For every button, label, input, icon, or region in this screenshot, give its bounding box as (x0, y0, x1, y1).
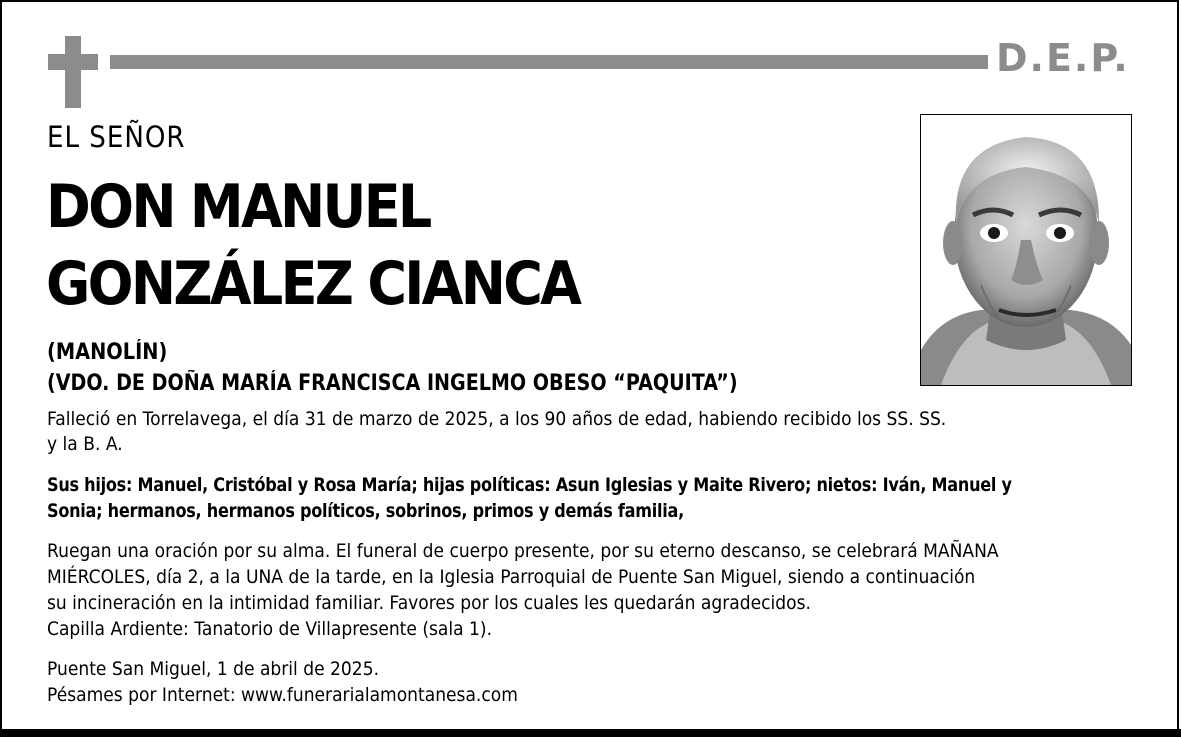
portrait-image (921, 115, 1131, 385)
bottom-border-bar (0, 729, 1181, 737)
dep-label: D.E.P. (996, 36, 1130, 80)
death-line-1: Falleció en Torrelavega, el día 31 de marzo de 2025, a los 90 años de edad, habiendo recibido los SS. SS. (47, 408, 947, 430)
funeral-line-2: MIÉRCOLES, día 2, a la UNA de la tarde, en la Iglesia Parroquial de Puente San Miguel, siendo a continuación (47, 566, 976, 588)
condolences-line: Pésames por Internet: www.funerarialamontanesa.com (47, 684, 518, 706)
funeral-line-4: Capilla Ardiente: Tanatorio de Villapresente (sala 1). (47, 618, 493, 640)
deceased-name-line-2: GONZÁLEZ CIANCA (46, 249, 580, 319)
funeral-line-1: Ruegan una oración por su alma. El funeral de cuerpo presente, por su eterno descanso, se celebrará MAÑANA (47, 540, 999, 562)
cross-icon (48, 36, 98, 108)
header-rule (110, 55, 988, 69)
family-line-1: Sus hijos: Manuel, Cristóbal y Rosa María; hijas políticas: Asun Iglesias y Maite Rivero; nietos: Iván, Manuel y (47, 474, 1012, 496)
family-line-2: Sonia; hermanos, hermanos políticos, sobrinos, primos y demás familia, (47, 500, 684, 522)
widow-of-line: (VDO. DE DOÑA MARÍA FRANCISCA INGELMO OBESO “PAQUITA”) (47, 371, 738, 396)
funeral-line-3: su incineración en la intimidad familiar. Favores por los cuales les quedarán agradecidos. (47, 592, 811, 614)
deceased-name-line-1: DON MANUEL (46, 172, 430, 242)
deceased-alias: (MANOLÍN) (47, 340, 168, 365)
place-date: Puente San Miguel, 1 de abril de 2025. (47, 658, 380, 680)
portrait-photo (920, 114, 1132, 386)
death-line-2: y la B. A. (47, 433, 123, 455)
title-prefix: EL SEÑOR (47, 120, 186, 154)
